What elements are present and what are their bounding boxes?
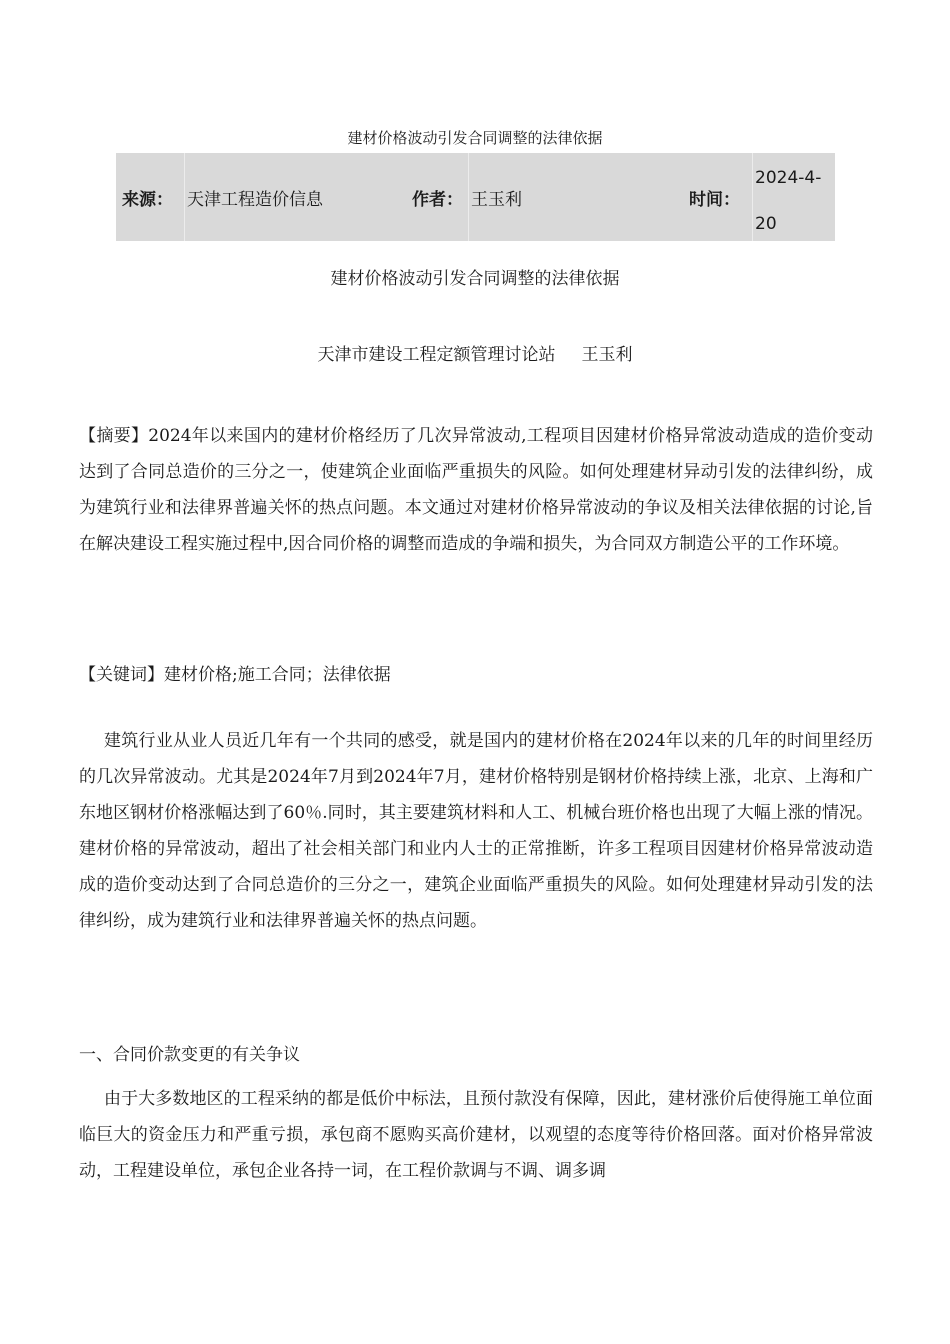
cell-divider (752, 153, 753, 241)
author-label: 作者： (412, 189, 463, 210)
source-value: 天津工程造价信息 (187, 189, 323, 210)
body-paragraph: 由于大多数地区的工程采纳的都是低价中标法，且预付款没有保障，因此，建材涨价后使得施工单位面临巨大的资金压力和严重亏损，承包商不愿购买高价建材，以观望的态度等待价格回落。面对价格异常波动，工程建设单位，承包企业各持一词，在工程价款调与不调、调多调 (79, 1089, 873, 1181)
cell-divider (468, 153, 469, 241)
abstract-paragraph: 【摘要】2024年以来国内的建材价格经历了几次异常波动,工程项目因建材价格异常波动造成的造价变动达到了合同总造价的三分之一，使建筑企业面临严重损失的风险。如何处理建材异动引发的法律纠纷，成为建筑行业和法律界普遍关怀的热点问题。本文通过对建材价格异常波动的争议及相关法律依据的讨论,旨在解决建设工程实施过程中,因合同价格的调整而造成的争端和损失，为合同双方制造公平的工作环境。 (79, 426, 873, 554)
time-label: 时间： (689, 189, 740, 210)
article-meta-table (116, 153, 835, 241)
cell-divider (184, 153, 185, 241)
time-value: 2024-4-20 (755, 168, 822, 234)
header-title: 建材价格波动引发合同调整的法律依据 (347, 129, 603, 147)
body-paragraph: 建筑行业从业人员近几年有一个共同的感受，就是国内的建材价格在2024年以来的几年的时间里经历的几次异常波动。尤其是2024年7月到2024年7月，建材价格特别是钢材价格持续上涨，北京、上海和广东地区钢材价格涨幅达到了60％.同时，其主要建筑材料和人工、机械台班价格也出现了大幅上涨的情况。建材价格的异常波动，超出了社会相关部门和业内人士的正常推断，许多工程项目因建材价格异常波动造成的造价变动达到了合同总造价的三分之一，建筑企业面临严重损失的风险。如何处理建材异动引发的法律纠纷，成为建筑行业和法律界普遍关怀的热点问题。 (79, 731, 873, 931)
author-value: 王玉利 (471, 189, 522, 210)
source-label: 来源： (122, 189, 173, 210)
author-name: 王玉利 (581, 345, 633, 365)
author-line (0, 342, 950, 368)
author-organization: 天津市建设工程定额管理讨论站 (317, 345, 556, 365)
section-heading: 一、合同价款变更的有关争议 (79, 1045, 300, 1065)
article-title: 建材价格波动引发合同调整的法律依据 (330, 269, 620, 289)
keywords-paragraph: 【关键词】建材价格;施工合同；法律依据 (79, 665, 391, 685)
